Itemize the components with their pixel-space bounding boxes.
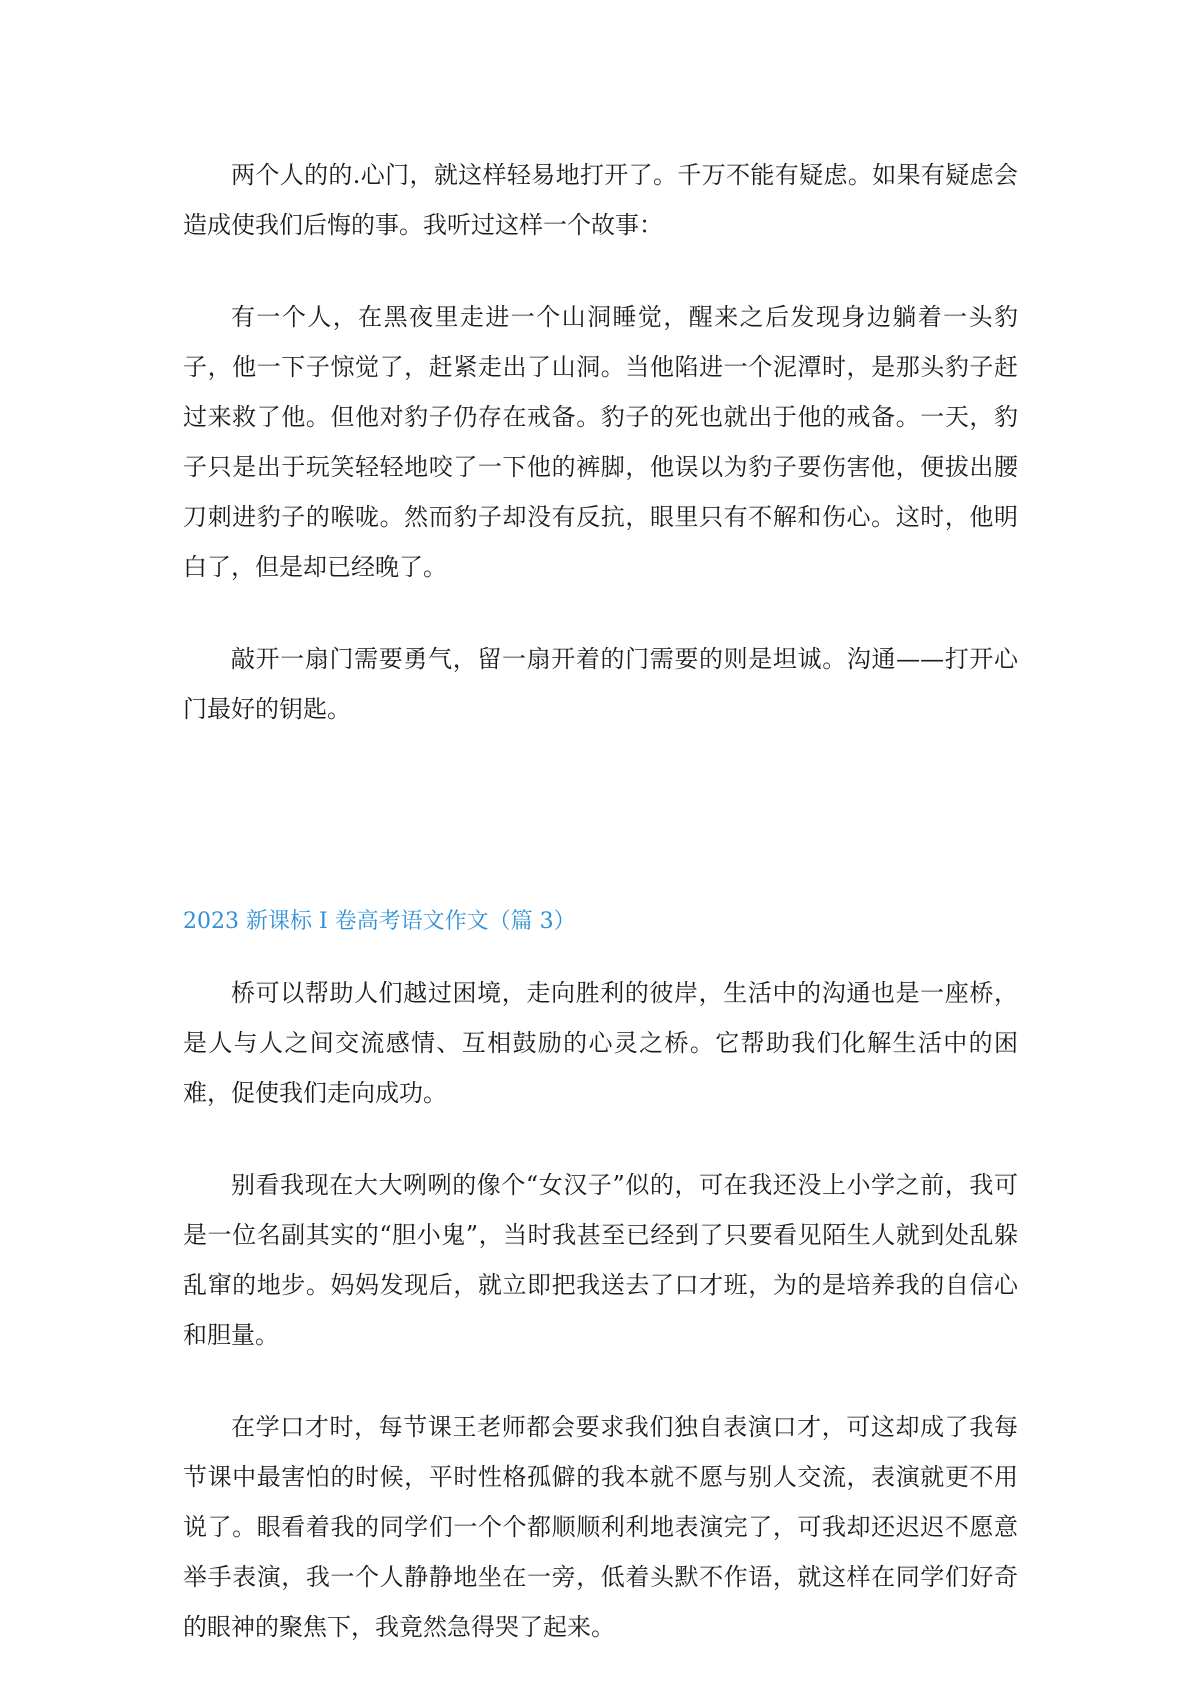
paragraph: 敲开一扇门需要勇气，留一扇开着的门需要的则是坦诚。沟通——打开心门最好的钥匙。 [183,645,1018,723]
paragraph: 有一个人，在黑夜里走进一个山洞睡觉，醒来之后发现身边躺着一头豹子，他一下子惊觉了，赶紧走出了山洞。当他陷进一个泥潭时，是那头豹子赶过来救了他。但他对豹子仍存在戒备。豹子的死也就出于他的戒备。一天，豹子只是出于玩笑轻轻地咬了一下他的裤脚，他误以为豹子要伤害他，便拔出腰刀刺进豹子的喉咙。然而豹子却没有反抗，眼里只有不解和伤心。这时，他明白了，但是却已经晚了。 [183,303,1018,581]
paragraph: 桥可以帮助人们越过困境，走向胜利的彼岸，生活中的沟通也是一座桥，是人与人之间交流感情、互相鼓励的心灵之桥。它帮助我们化解生活中的困难，促使我们走向成功。 [183,979,1018,1107]
paragraph: 在学口才时，每节课王老师都会要求我们独自表演口才，可这却成了我每节课中最害怕的时候，平时性格孤僻的我本就不愿与别人交流，表演就更不用说了。眼看着我的同学们一个个都顺顺利利地表演完了，可我却还迟迟不愿意举手表演，我一个人静静地坐在一旁，低着头默不作语，就这样在同学们好奇的眼神的聚焦下，我竟然急得哭了起来。 [183,1413,1018,1641]
paragraph: 别看我现在大大咧咧的像个“女汉子”似的，可在我还没上小学之前，我可是一位名副其实的“胆小鬼”，当时我甚至已经到了只要看见陌生人就到处乱躲乱窜的地步。妈妈发现后，就立即把我送去了口才班，为的是培养我的自信心和胆量。 [183,1171,1018,1349]
paragraph: 两个人的的.心门，就这样轻易地打开了。千万不能有疑虑。如果有疑虑会造成使我们后悔的事。我听过这样一个故事： [183,161,1018,239]
document-page [183,150,1018,1652]
section-heading: 2023 新课标 I 卷高考语文作文（篇 3） [183,909,576,934]
